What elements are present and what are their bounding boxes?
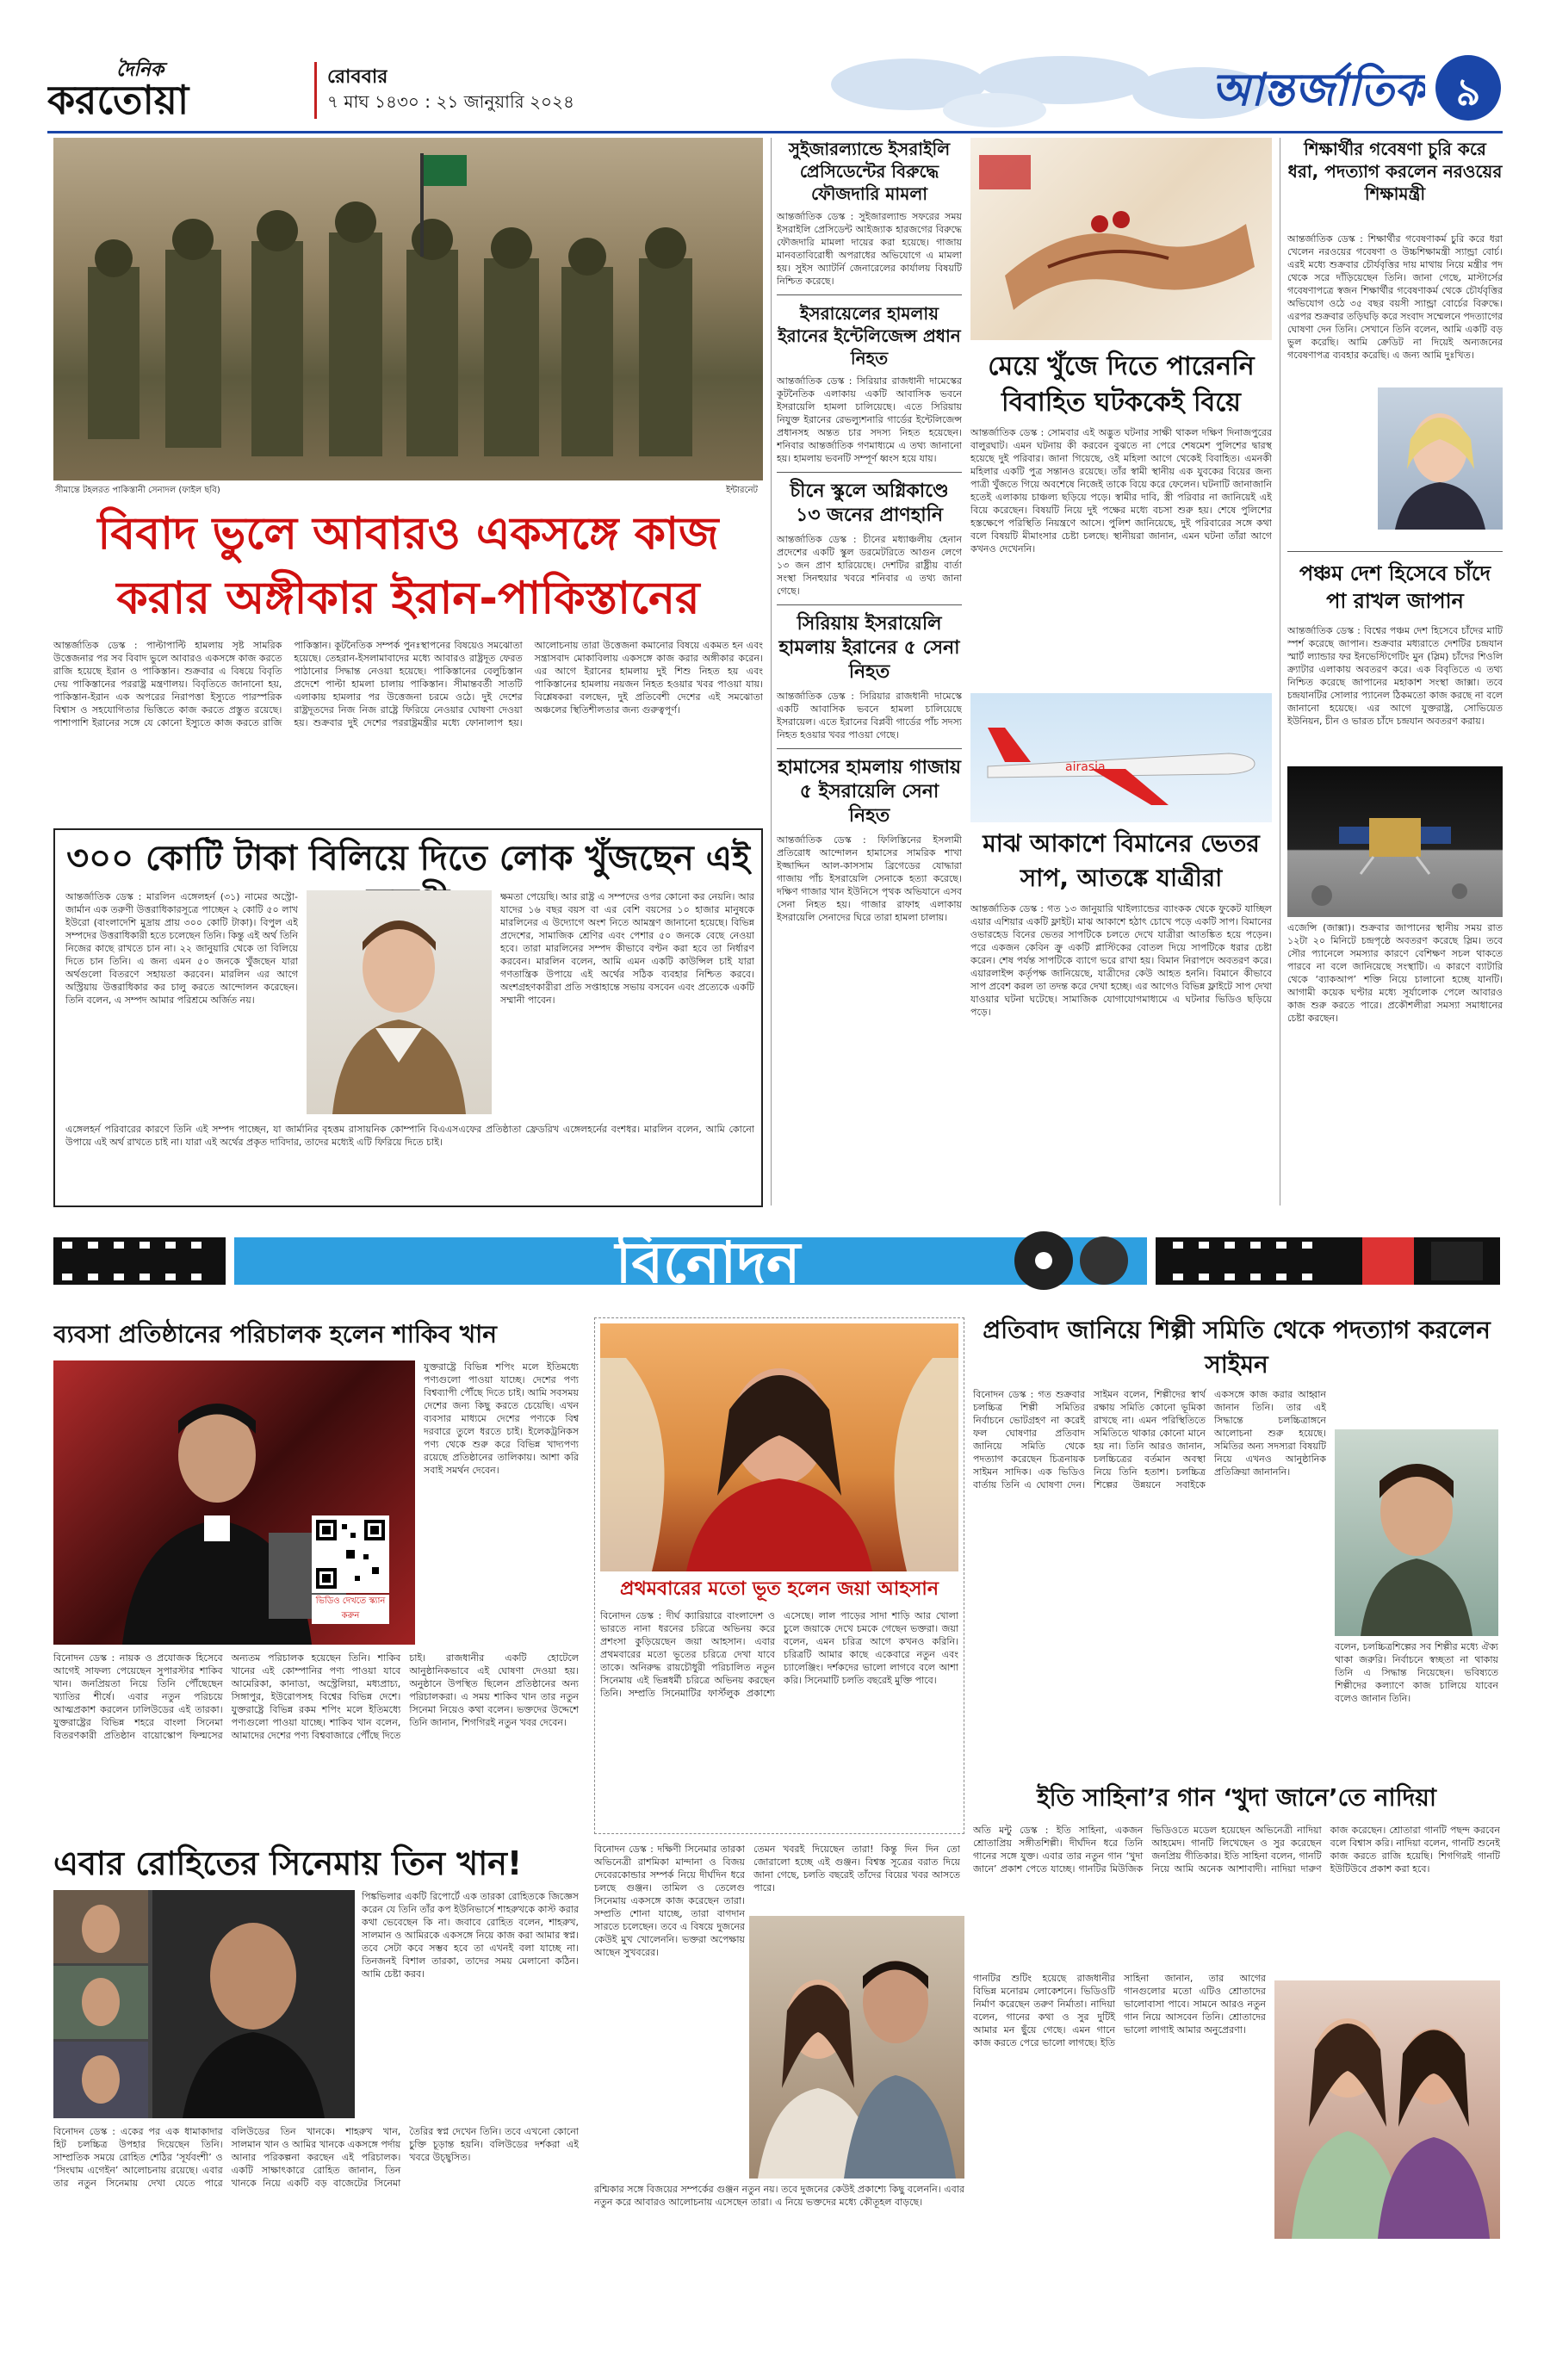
airasia-plane-photo [970, 693, 1272, 822]
rashmika-body: বিনোদন ডেস্ক : দক্ষিণী সিনেমার তারকা অভিনেত্রী রাশমিকা মান্দানা ও বিজয় দেবেরকোন্ডার সম্পর্ক নিয়ে দীর্ঘদিন ধরে চলছে গুঞ্জন। তামিল ও তেলেগু সিনেমায় একসঙ্গে কাজ করেছেন তারা। সম্প্রতি শোনা যাচ্ছে, তারা বাগদান সারতে চলেছেন। তবে এ বিষয়ে দুজনের কেউই মুখ খোলেননি। ভক্তরা অপেক্ষায় আছেন সুখবরের। [594, 1844, 745, 1958]
rohit-body: বিনোদন ডেস্ক : একের পর এক ধামাকাদার হিট চলচ্চিত্র উপহার দিয়েছেন তিনি। সাম্প্রতিক সময়ে রোহিত শেঠির ‘সূর্যবংশী’ ও ‘সিংঘাম এগেইন’ আলোচনায় রয়েছে। এবার তার নতুন সিনেমায় দেখা যেতে পারে বলিউডের তিন খানকে। শাহরুখ খান, সালমান খান ও আমির খানকে একসঙ্গে পর্দায় আনার পরিকল্পনা করছেন এই পরিচালক। একটি সাক্ষাৎকারে রোহিত জানান, তিন খানকে নিয়ে একটি বড় বাজেটের সিনেমা তৈরির স্বপ্ন দেখেন তিনি। তবে এখনো কোনো চুক্তি চূড়ান্ত হয়নি। বলিউডের দর্শকরা এই খবরে উচ্ছ্বসিত। [53, 2126, 579, 2189]
col2-s1-headline: সুইজারল্যান্ডে ইসরাইলি প্রেসিডেন্টের বিরুদ্ধে ফৌজদারি মামলা [788, 139, 951, 204]
col2-s4-headline: সিরিয়ায় ইসরায়েলি হামলায় ইরানের ৫ সেনা নিহত [778, 613, 960, 683]
logo-text: করতোয়া [47, 77, 189, 123]
saimon-body: বিনোদন ডেস্ক : গত শুক্রবার চলচ্চিত্র শিল্পী সমিতির নির্বাচনে ভোটগ্রহণ না করেই ফল ঘোষণার প্রতিবাদ জানিয়ে সমিতি থেকে পদত্যাগ করেছেন চিত্রনায়ক সাইমন সাদিক। এক ভিডিও বার্তায় তিনি এ ঘোষণা দেন। সাইমন বলেন, শিল্পীদের স্বার্থ রক্ষায় সমিতি কোনো ভূমিকা রাখছে না। এমন পরিস্থিতিতে সমিতিতে থাকার কোনো মানে হয় না। তিনি আরও জানান, চলচ্চিত্রের বর্তমান অবস্থা নিয়ে তিনি হতাশ। চলচ্চিত্র শিল্পের উন্নয়নে সবাইকে একসঙ্গে কাজ করার আহ্বান জানান তিনি। তার এই সিদ্ধান্তে চলচ্চিত্রাঙ্গনে আলোচনা শুরু হয়েছে। সমিতির অন্য সদস্যরা বিষয়টি নিয়ে এখনও আনুষ্ঠানিক প্রতিক্রিয়া জানাননি। [973, 1389, 1326, 1491]
entertainment-banner-title: বিনোদন [615, 1230, 801, 1296]
rashmika-body-bottom: রশ্মিকার সঙ্গে বিজয়ের সম্পর্কের গুঞ্জন নতুন নয়। তবে দুজনের কেউই প্রকাশ্যে কিছু বলেননি। এবার নতুন করে আবারও আলোচনায় এসেছেন তারা। এ নিয়ে ভক্তদের মধ্যে কৌতূহল বাড়ছে। [594, 2184, 964, 2208]
qr-caption: ভিডিও দেখতে স্ক্যান করুন [312, 1595, 389, 1624]
rohit-headline: এবার রোহিতের সিনেমায় তিন খান! [53, 1844, 523, 1882]
lead-headline-line1: বিবাদ ভুলে আবারও একসঙ্গে কাজ [97, 508, 719, 560]
story-divider [777, 748, 962, 749]
japan-body-continued: এজেন্সি (জাক্সা)। শুক্রবার জাপানের স্থানীয় সময় রাত ১২টা ২০ মিনিটে চন্দ্রপৃষ্ঠে অবতরণ করেছে স্লিম। তবে সৌর প্যানেলে সমস্যার কারণে বেশিক্ষণ সচল থাকতে পারবে না বলে জানিয়েছে সংস্থাটি। এ কারণে ব্যাটারি থেকে ‘ব্যাকআপ’ শক্তি নিয়ে চালানো হচ্ছে যানটি। আগামী কয়েক ঘণ্টার মধ্যে সূর্যালোক পেলে আবারও কাজ শুরু করতে পারে। প্রকৌশলীরা সমস্যা সমাধানের চেষ্টা করছেন। [1287, 922, 1503, 1024]
col2-s2-headline: ইসরায়েলের হামলায় ইরানের ইন্টেলিজেন্স প্রধান নিহত [778, 303, 961, 369]
entertainment-banner [53, 1216, 1500, 1306]
girl-story-body-right: ক্ষমতা পেয়েছি। আর রাষ্ট্র এ সম্পদের ওপর কোনো কর নেয়নি। আর যাদের ১৬ বছর বয়স বা এর বেশি বয়সের ১০ হাজার মানুষকে মারলিনের এ উদ্যোগে অংশ নিতে আমন্ত্রণ জানানো হয়েছে। বিভিন্ন প্রদেশের, সামাজিক শ্রেণির এবং পেশার ৫০ জনকে বেছে নেওয়া হবে। তারা মারলিনের সম্পদ কীভাবে বণ্টন করা হবে তা নির্ধারণ করবেন। মারলিন বলেন, আমি এমন একটি কাউন্সিল চাই যারা গণতান্ত্রিক উপায়ে এই অর্থের সঠিক ব্যবহার নিশ্চিত করবে। অংশগ্রহণকারীরা প্রতি সপ্তাহান্তে সভায় বসবেন এবং প্রত্যেকে একটি সম্মানী পাবেন। [500, 891, 754, 1006]
clapperboard-icon [1431, 1242, 1483, 1280]
story-divider [777, 604, 962, 605]
shakib-body: বিনোদন ডেস্ক : নায়ক ও প্রযোজক হিসেবে আগেই সাফল্য পেয়েছেন সুপারস্টার শাকিব খান। জনপ্রিয়তা নিয়ে তিনি পৌঁছেছেন খ্যাতির শীর্ষে। এবার নতুন পরিচয়ে আত্মপ্রকাশ করলেন ঢালিউডের এই তারকা। যুক্তরাষ্ট্রের বিভিন্ন শহরে বাংলা সিনেমা বিতরণকারী প্রতিষ্ঠান বায়োস্কোপ ফিল্মসের অন্যতম পরিচালক হয়েছেন তিনি। শাকিব খানের এই কোম্পানির পণ্য পাওয়া যাবে আমেরিকা, কানাডা, অস্ট্রেলিয়া, মধ্যপ্রাচ্য, সিঙ্গাপুর, ইউরোপসহ বিশ্বের বিভিন্ন দেশে। যুক্তরাষ্ট্রে বিভিন্ন রকম শপিং মলে ইতিমধ্যে পণ্যগুলো পাওয়া যাচ্ছে। শাকিব খান বলেন, আমাদের দেশের পণ্য বিশ্ববাজারে পৌঁছে দিতে চাই। রাজধানীর একটি হোটেলে আনুষ্ঠানিকভাবে এই ঘোষণা দেওয়া হয়। অনুষ্ঠানে উপস্থিত ছিলেন প্রতিষ্ঠানের অন্য পরিচালকরা। এ সময় শাকিব খান তার নতুন সিনেমা নিয়েও কথা বলেন। ভক্তদের উদ্দেশে তিনি জানান, শিগগিরই নতুন খবর দেবেন। [53, 1652, 579, 1741]
snake-body: আন্তর্জাতিক ডেস্ক : গত ১৩ জানুয়ারি থাইল্যান্ডের ব্যাংকক থেকে ফুকেট যাচ্ছিল এয়ার এশিয়ার একটি ফ্লাইট। মাঝ আকাশে হঠাৎ চোখে পড়ে একটি সাপ। বিমানের ওভারহেড বিনের ভেতর সাপটিকে চলতে দেখে যাত্রীরা আতঙ্কিত হয়ে পড়েন। পরে একজন কেবিন ক্রু একটি প্লাস্টিকের বোতল দিয়ে সাপটিকে ধরার চেষ্টা করেন। শেষ পর্যন্ত সাপটিকে ব্যাগে ভরে রাখা হয়। বিমান নিরাপদে অবতরণ করে। এয়ারলাইন্স কর্তৃপক্ষ জানিয়েছে, যাত্রীদের কেউ আহত হননি। বিমানে কীভাবে সাপ প্রবেশ করল তা তদন্ত করে দেখা হচ্ছে। এর আগেও বিভিন্ন ফ্লাইটে সাপ দেখা যাওয়ার ঘটনা ঘটেছে। সামাজিক যোগাযোগমাধ্যমে এ ঘটনার ভিডিও ছড়িয়ে পড়ে। [970, 903, 1272, 1018]
masthead [47, 50, 1503, 136]
wedding-headline: মেয়ে খুঁজে দিতে পারেননি বিবাহিত ঘটককেই বিয়ে [988, 351, 1255, 418]
col2-stories [777, 138, 962, 1205]
girl-story-body-bottom: এঙ্গেলহর্ন পরিবারের কারণে তিনি এই সম্পদ পাচ্ছেন, যা জার্মানির বৃহত্তম রাসায়নিক কোম্পানি বিএএসএফের প্রতিষ্ঠাতা ফ্রেডরিখ এঙ্গেলহর্নের বংশধর। মারলিন বলেন, আমি কোনো উপায়ে এই অর্থ রাখতে চাই না। যারা এই অর্থের প্রকৃত দাবিদার, তাদের মধ্যেই এটি ফিরিয়ে দিতে চাই। [65, 1124, 754, 1148]
airline-logo-text: airasia [1065, 760, 1106, 774]
film-reel-icon [1080, 1236, 1128, 1285]
nadia-photo [1274, 1980, 1500, 2239]
nadia-headline: ইতি সাহিনা’র গান ‘খুদা জানে’তে নাদিয়া [1037, 1783, 1436, 1812]
rohit-collage-photo [53, 1890, 355, 2118]
col2-s4-body: আন্তর্জাতিক ডেস্ক : সিরিয়ার রাজধানী দামেস্কে একটি আবাসিক ভবনে হামলা চালিয়েছে ইসরায়েল। এতে ইরানের বিপ্লবী গার্ডের পাঁচ সদস্য নিহত হওয়ার খবর পাওয়া গেছে। [777, 691, 962, 741]
col2-s2-body: আন্তর্জাতিক ডেস্ক : সিরিয়ার রাজধানী দামেস্কের কূটনৈতিক এলাকায় একটি আবাসিক ভবনে ইসরায়েলি হামলা চালিয়েছে। এতে সিরিয়ায় নিযুক্ত ইরানের রেভল্যুশনারি গার্ডের ইন্টেলিজেন্স প্রধানসহ অন্তত চার সদস্য নিহত হয়েছেন। শনিবার আন্তর্জাতিক গণমাধ্যমে এ তথ্য জানানো হয়। হামলায় ভবনটি সম্পূর্ণ ধ্বংস হয়ে যায়। [777, 375, 962, 464]
joya-photo [600, 1323, 958, 1571]
story-divider [777, 472, 962, 473]
nadia-body-lower: গানটির শুটিং হয়েছে রাজধানীর বিভিন্ন মনোরম লোকেশনে। ভিডিওটি নির্মাণ করেছেন তরুণ নির্মাতা। নাদিয়া বলেন, গানের কথা ও সুর দুটিই আমার মন ছুঁয়ে গেছে। এমন গানে কাজ করতে পেরে ভালো লাগছে। ইতি সাহিনা জানান, তার আগের গানগুলোর মতো এটিও শ্রোতাদের ভালোবাসা পাবে। সামনে আরও নতুন গান নিয়ে আসবেন তিনি। শ্রোতাদের ভালো লাগাই আমার অনুপ্রেরণা। [973, 1973, 1266, 2048]
norway-headline: শিক্ষার্থীর গবেষণা চুরি করে ধরা, পদত্যাগ করলেন নরওয়ের শিক্ষামন্ত্রী [1287, 139, 1503, 204]
girl-story-headline: ৩০০ কোটি টাকা বিলিয়ে দিতে লোক খুঁজছেন এই [66, 839, 750, 878]
girl-story-box [53, 828, 763, 1207]
shakib-photo [53, 1360, 415, 1645]
lead-headline-line2: করার অঙ্গীকার ইরান-পাকিস্তানের [116, 573, 700, 624]
lead-photo-credit: ইন্টারনেট [726, 486, 758, 495]
shakib-headline: ব্যবসা প্রতিষ্ঠানের পরিচালক হলেন শাকিব খান [53, 1320, 498, 1348]
rashmika-vijay-photo [749, 1916, 964, 2179]
page-number: ৯ [1455, 71, 1481, 115]
page-number-badge [1435, 55, 1501, 121]
girl-story-photo [307, 890, 492, 1114]
masthead-divider [314, 62, 317, 119]
rohit-body-right: পিঙ্কভিলার একটি রিপোর্টে এক তারকা রোহিতকে জিজ্ঞেস করেন যে তিনি তাঁর কপ ইউনিভার্সে শাহরুখকে কাস্ট করার কথা ভেবেছেন কি না। জবাবে রোহিত বলেন, শাহরুখ, সালমান ও আমিরকে একসঙ্গে নিয়ে কাজ করা আমার স্বপ্ন। তবে সেটা কবে সম্ভব হবে তা এখনই বলা যাচ্ছে না। তিনজনই বিশাল তারকা, তাদের সময় মেলানো কঠিন। আমি চেষ্টা করব। [362, 1891, 579, 1980]
col2-s5-body: আন্তর্জাতিক ডেস্ক : ফিলিস্তিনের ইসলামী প্রতিরোধ আন্দোলন হামাসের সামরিক শাখা ইজ্জাদ্দিন আল-কাসসাম ব্রিগেডের যোদ্ধারা গাজায় পাঁচ ইসরায়েলি সেনাকে হত্যা করেছে। দক্ষিণ গাজার খান ইউনিসে পৃথক অভিযানে এসব সেনা নিহত হয়। গাজার রাফাহ এলাকায় ইসরায়েলি সেনাদের ঘিরে তারা হামলা চালায়। [777, 834, 962, 923]
section-divider [1287, 551, 1503, 552]
section-title: আন্তর্জাতিক [1211, 65, 1425, 116]
masthead-underline [47, 131, 1503, 133]
logo-small-text: দৈনিক [116, 59, 164, 81]
joya-box [594, 1317, 964, 1834]
masthead-day: রোববার [327, 66, 388, 88]
lead-body: আন্তর্জাতিক ডেস্ক : পাল্টাপাল্টি হামলায় সৃষ্ট সামরিক উত্তেজনার পর সব বিবাদ ভুলে আবারও একসঙ্গে কাজ করতে রাজি হয়েছে ইরান ও পাকিস্তান। শুক্রবার এ বিষয়ে বিবৃতি দেয় পাকিস্তানের পররাষ্ট্র মন্ত্রণালয়। বিবৃতিতে জানানো হয়, পাকিস্তান-ইরান এক অপরের নিরাপত্তা ইস্যুতে পারস্পরিক বিশ্বাস ও সহযোগিতার ভিত্তিতে কাজ করতে প্রস্তুত রয়েছে। পাশাপাশি ইরানের সঙ্গে যে কোনো ইস্যুতে কাজ করতে রাজি পাকিস্তান। কূটনৈতিক সম্পর্ক পুনঃস্থাপনের বিষয়েও সমঝোতা হয়েছে। তেহরান-ইসলামাবাদের মধ্যে আবারও রাষ্ট্রদূত ফেরত পাঠানোর সিদ্ধান্ত নেওয়া হয়েছে। পাকিস্তানের বেলুচিস্তান প্রদেশে পাল্টা হামলা চালায় পাকিস্তান। সীমান্তবর্তী সাতটি এলাকায় হামলার পর উত্তেজনা চরমে ওঠে। দুই দেশের রাষ্ট্রদূতদের নিজ নিজ রাষ্ট্রে ফিরিয়ে নেওয়ার ঘোষণা দেওয়া হয়। শুক্রবার দুই দেশের পররাষ্ট্রমন্ত্রীর মধ্যে ফোনালাপ হয়। আলোচনায় তারা উত্তেজনা কমানোর বিষয়ে একমত হন এবং সন্ত্রাসবাদ মোকাবিলায় একসঙ্গে কাজ করার অঙ্গীকার করেন। এর আগে ইরানের হামলায় দুই শিশু নিহত হয় এবং পাকিস্তানের হামলায় নয়জন নিহত হওয়ার খবর পাওয়া যায়। বিশ্লেষকরা বলছেন, দুই প্রতিবেশী দেশের এই সমঝোতা অঞ্চলের স্থিতিশীলতার জন্য গুরুত্বপূর্ণ। [53, 640, 763, 728]
saimon-headline: প্রতিবাদ জানিয়ে শিল্পী সমিতি থেকে পদত্যাগ করলেন সাইমন [983, 1316, 1491, 1379]
saimon-photo [1335, 1429, 1498, 1636]
joya-headline: প্রথমবারের মতো ভূত হলেন জয়া আহসান [620, 1578, 939, 1600]
col2-s3-body: আন্তর্জাতিক ডেস্ক : চীনের মধ্যাঞ্চলীয় হেনান প্রদেশের একটি স্কুল ডরমেটরিতে আগুন লেগে ১৩ জন প্রাণ হারিয়েছে। দেশটির রাষ্ট্রীয় বার্তা সংস্থা সিনহুয়ার খবরে শনিবার এ তথ্য জানা গেছে। [777, 534, 962, 597]
moon-lander-photo [1287, 766, 1503, 917]
japan-headline: পঞ্চম দেশ হিসেবে চাঁদে পা রাখল জাপান [1299, 561, 1491, 613]
lead-photo-caption: সীমান্তে টহলরত পাকিস্তানী সেনাদল (ফাইল ছবি) [55, 486, 220, 495]
shakib-body-right: যুক্তরাষ্ট্রে বিভিন্ন শপিং মলে ইতিমধ্যে পণ্যগুলো পাওয়া যাচ্ছে। দেশের পণ্য বিশ্বব্যাপী পৌঁছে দিতে চাই। আমি সবসময় দেশের জন্য কিছু করতে চেয়েছি। এখন ব্যবসার মাধ্যমে দেশের পণ্যকে বিশ্ব দরবারে তুলে ধরতে চাই। ইলেকট্রনিকস পণ্য থেকে শুরু করে বিভিন্ন খাদ্যপণ্য রয়েছে প্রতিষ্ঠানের তালিকায়। আশা করি সবাই সমর্থন দেবেন। [424, 1361, 579, 1476]
masthead-date: ৭ মাঘ ১৪৩০ : ২১ জানুয়ারি ২০২৪ [327, 91, 575, 112]
norway-body-top [1287, 232, 1503, 387]
col2-s1-body: আন্তর্জাতিক ডেস্ক : সুইজারল্যান্ড সফরের সময় ইসরাইলি প্রেসিডেন্ট আইজ্যাক হারজগের বিরুদ্ধে ফৌজদারি মামলা দায়ের করা হয়েছে। গাজায় মানবতাবিরোধী অপরাধের অভিযোগে এ মামলা হয়। সুইস অ্যাটর্নি জেনারেলের কার্যালয় বিষয়টি নিশ্চিত করেছে। [777, 211, 962, 287]
japan-body: আন্তর্জাতিক ডেস্ক : বিশ্বের পঞ্চম দেশ হিসেবে চাঁদের মাটি স্পর্শ করেছে জাপান। শুক্রবার মধ্যরাতে দেশটির চন্দ্রযান স্মার্ট ল্যান্ডার ফর ইনভেস্টিগেটিং মুন (স্লিম) চাঁদের শিওলি ক্র্যাটার এলাকায় অবতরণ করে। এক বিবৃতিতে এ তথ্য নিশ্চিত করেছে জাপানের মহাকাশ সংস্থা জাক্সা। তবে চন্দ্রযানটির সোলার প্যানেল ঠিকমতো কাজ করছে না বলে জানানো হয়েছে। এর আগে যুক্তরাষ্ট্র, সোভিয়েত ইউনিয়ন, চীন ও ভারত চাঁদে চন্দ্রযান অবতরণ করায়। [1287, 625, 1503, 727]
joya-body: বিনোদন ডেস্ক : দীর্ঘ ক্যারিয়ারে বাংলাদেশ ও ভারতে নানা ধরনের চরিত্রে অভিনয় করে প্রশংসা কুড়িয়েছেন জয়া আহসান। এবার প্রথমবারের মতো ভূতের চরিত্রে দেখা যাবে তাকে। অনিরুদ্ধ রায়চৌধুরী পরিচালিত নতুন সিনেমায় এই ভিন্নধর্মী চরিত্রে অভিনয় করছেন তিনি। সম্প্রতি সিনেমাটির ফার্স্টলুক প্রকাশ্যে এসেছে। লাল পাড়ের সাদা শাড়ি আর খোলা চুলে জয়াকে দেখে চমকে গেছেন ভক্তরা। জয়া বলেন, এমন চরিত্র আগে কখনও করিনি। চরিত্রটি আমার কাছে একেবারে নতুন এবং চ্যালেঞ্জিং। দর্শকদের ভালো লাগবে বলে আশা করি। সিনেমাটি চলতি বছরেই মুক্তি পাবে। [600, 1610, 958, 1699]
saimon-body-right: বলেন, চলচ্চিত্রশিল্পের সব শিল্পীর মধ্যে ঐক্য থাকা জরুরি। নির্বাচনে স্বচ্ছতা না থাকায় তিনি এ সিদ্ধান্ত নিয়েছেন। ভবিষ্যতে শিল্পীদের কল্যাণে কাজ চালিয়ে যাবেন বলেও জানান তিনি। [1335, 1641, 1498, 1704]
column-divider [771, 138, 772, 1205]
wedding-body: আন্তর্জাতিক ডেস্ক : সোমবার এই অদ্ভুত ঘটনার সাক্ষী থাকল দক্ষিণ দিনাজপুরের বালুরঘাট। এমন ঘটনায় কী করবেন বুঝতে না পেরে শেষমেশ পুলিশের দ্বারস্থ হয়েছে দুই পরিবার। জানা গিয়েছে, ওই মহিলা আগে থেকেই বিবাহিত। এমনকী মহিলার একটি পুত্র সন্তানও রয়েছে। তাঁর স্বামী স্থানীয় এক যুবকের বিয়ের জন্য পাত্রী খুঁজতে গিয়ে অবশেষে নিজেই তাকে বিয়ে করে ফেলেন। ঘটনাটি জানাজানি হতেই এলাকায় চাঞ্চল্য ছড়িয়ে পড়ে। স্বামীর দাবি, স্ত্রী পরিবার না জানিয়েই এই বিয়ে করেছেন। বিষয়টি নিয়ে দুই পক্ষের মধ্যে বচসা শুরু হয়। শেষে পুলিশের হস্তক্ষেপে পরিস্থিতি নিয়ন্ত্রণে আসে। পুলিশ জানিয়েছে, দুই পরিবারের সঙ্গে কথা বলে বিষয়টি মীমাংসার চেষ্টা চলছে। স্থানীয়রা জানান, এমন ঘটনা তাঁরা আগে কখনও দেখেননি। [970, 427, 1272, 555]
snake-headline: মাঝ আকাশে বিমানের ভেতর সাপ, আতঙ্কে যাত্রীরা [983, 829, 1260, 892]
girl-story-body-left: আন্তর্জাতিক ডেস্ক : মারলিন এঙ্গেলহর্ন (৩১) নামের অস্ট্রো-জার্মান এক তরুণী উত্তরাধিকারসূত্রে পাচ্ছেন ২ কোটি ৫০ লাখ ইউরো (বাংলাদেশি মুদ্রায় প্রায় ৩০০ কোটি টাকা)। বিপুল এই সম্পদের উত্তরাধিকারী হতে চলেছেন তিনি। কিন্তু এই অর্থ তিনি নিজের কাছে রাখতে চান না। ২২ জানুয়ারি থেকে তা বিলিয়ে দিতে চান তিনি। এ জন্য এমন ৫০ জনকে খুঁজছেন যারা অর্থগুলো বিতরণে সহায়তা করবেন। মারলিন এর আগে অস্ট্রিয়ায় উত্তরাধিকার কর চালু করতে আন্দোলন করেছেন। তিনি বলেন, এ সম্পদ আমার পরিশ্রমে অর্জিত নয়। [65, 891, 298, 1006]
wedding-hands-photo [970, 138, 1272, 340]
story-divider [777, 294, 962, 295]
qr-code[interactable] [312, 1515, 389, 1593]
popcorn-icon [1362, 1237, 1414, 1285]
norway-minister-photo [1378, 387, 1503, 530]
nadia-body: অতি মন্টু ডেস্ক : ইতি সাহিনা, একজন শ্রোতাপ্রিয় সঙ্গীতশিল্পী। দীর্ঘদিন ধরে তিনি গানের সঙ্গে যুক্ত। এবার তার নতুন গান ‘খুদা জানে’ প্রকাশ পেতে যাচ্ছে। গানটির মিউজিক ভিডিওতে মডেল হয়েছেন অভিনেত্রী নাদিয়া আহমেদ। গানটি লিখেছেন ও সুর করেছেন জনপ্রিয় গীতিকার। ইতি সাহিনা বলেন, গানটি নিয়ে আমি অনেক আশাবাদী। নাদিয়া দারুণ কাজ করেছেন। শ্রোতারা গানটি পছন্দ করবেন বলে বিশ্বাস করি। নাদিয়া বলেন, গানটি শুনেই কাজ করতে রাজি হয়েছি। শিগগিরই গানটি ইউটিউবে প্রকাশ করা হবে। [973, 1825, 1500, 1875]
newspaper-logo [47, 55, 306, 124]
col2-s5-headline: হামাসের হামলায় গাজায় ৫ ইসরায়েলি সেনা নিহত [777, 757, 962, 827]
lead-photo-soldiers [53, 138, 763, 480]
rashmika-side-body: তেমন খবরই দিয়েছেন তারা! কিন্তু দিন দিন তো জোরালো হচ্ছে এই গুঞ্জন। বিশ্বস্ত সূত্রের বরাত দিয়ে জানা গেছে, চলতি বছরেই তাঁদের বিয়ের খবর আসতে পারে। [753, 1844, 960, 1893]
col2-s3-headline: চীনে স্কুলে অগ্নিকাণ্ডে ১৩ জনের প্রাণহানি [790, 480, 949, 526]
norway-body: আন্তর্জাতিক ডেস্ক : শিক্ষার্থীর গবেষণাকর্ম চুরি করে ধরা খেলেন নরওয়ের গবেষণা ও উচ্চশিক্ষামন্ত্রী স্যান্ড্রা বোর্চ। এরই মধ্যে শুক্রবার চৌর্যবৃত্তির দায় মাথায় নিয়ে মন্ত্রীর পদ থেকে সরে দাঁড়িয়েছেন তিনি। জানা গেছে, মাস্টার্সের গবেষণাপত্রে স্বজন শিক্ষার্থীর গবেষণাকর্ম থেকে চৌর্যবৃত্তির অভিযোগ ওঠে ৩৫ বছর বয়সী স্যান্ড্রা বোর্চের বিরুদ্ধে। এরপর শুক্রবার তড়িঘড়ি করে সংবাদ সম্মেলনে পদত্যাগের ঘোষণা দেন তিনি। সেখানে তিনি বলেন, আমি একটি বড় ভুল করেছি। আমি ক্রেডিট না দিয়েই অন্যজনের গবেষণাপত্র ব্যবহার করেছি। এ জন্য আমি দুঃখিত। [1287, 233, 1503, 361]
